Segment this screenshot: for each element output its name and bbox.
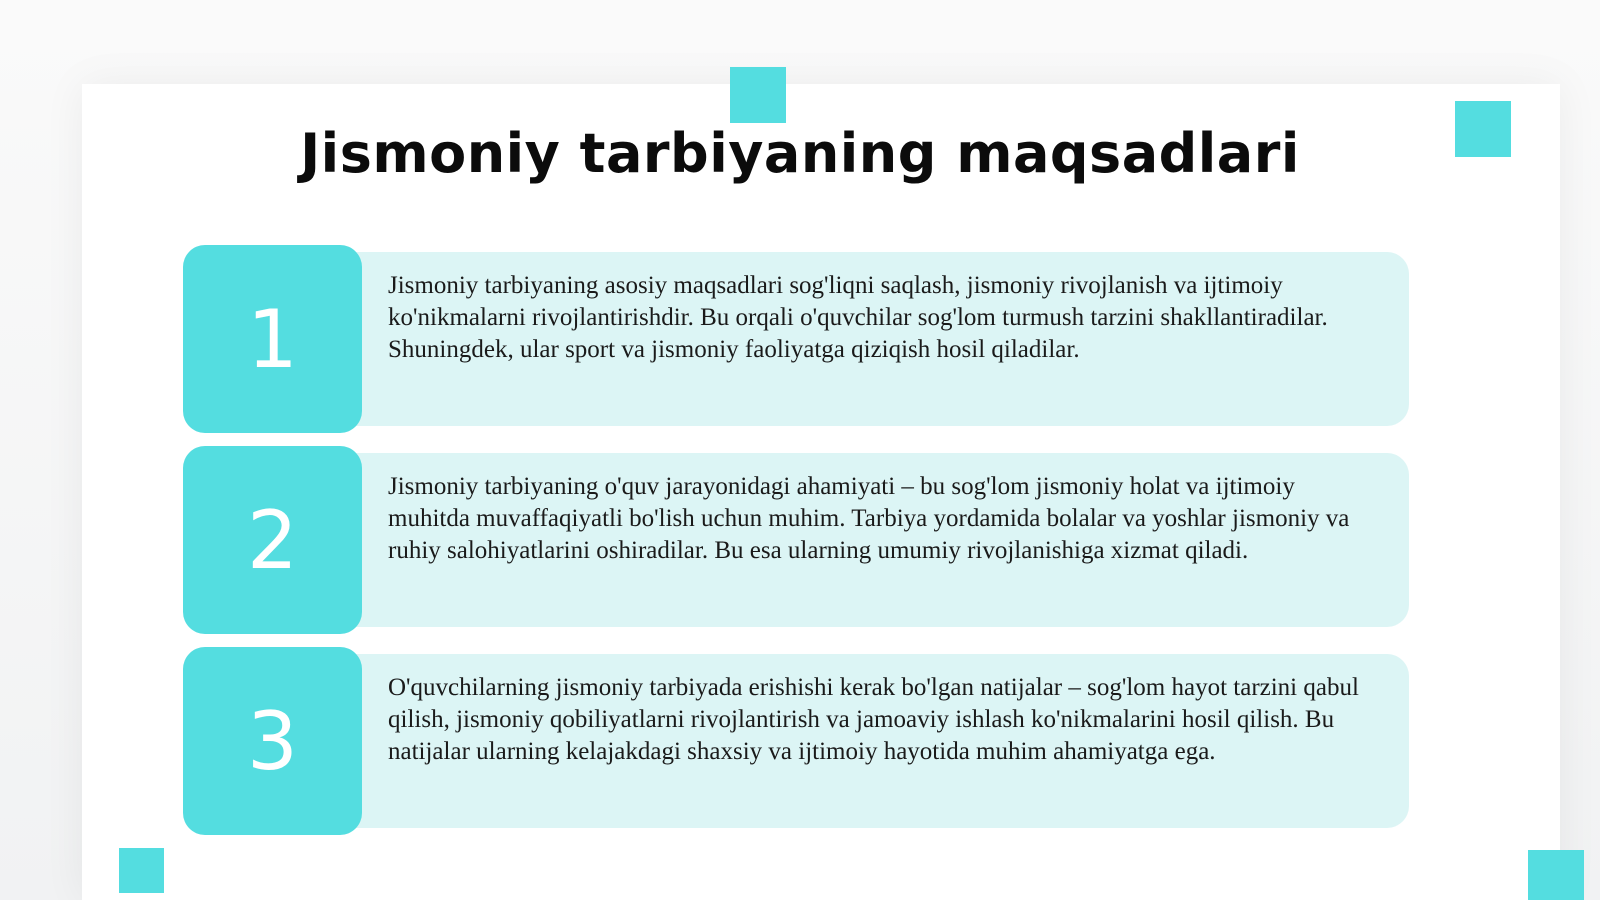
goal-item-text: Jismoniy tarbiyaning o'quv jarayonidagi ahamiyati – bu sog'lom jismoniy holat va ijtimoiy muhitda muvaffaqiyatli bo'lish uchun muhim. Tarbiya yordamida bolalar va yoshlar jismoniy va ruhiy salohiyatlarini oshiradilar. Bu esa ularning umumiy rivojlanishiga xizmat qiladi. <box>388 473 1350 564</box>
goal-item-1 <box>183 245 1409 433</box>
goal-item-text: O'quvchilarning jismoniy tarbiyada erishishi kerak bo'lgan natijalar – sog'lom hayot tarzini qabul qilish, jismoniy qobiliyatlarni rivojlantirish va jamoaviy ishlash ko'nikmalarini hosil qilish. Bu natijalar ularning kelajakdagi shaxsiy va ijtimoiy hayotida muhim ahamiyatga ega. <box>388 674 1359 765</box>
decorative-square-bottom-left <box>119 848 164 893</box>
goal-number-badge: 2 <box>183 446 362 634</box>
slide-title: Jismoniy tarbiyaning maqsadlari <box>300 122 1300 185</box>
decorative-square-top <box>730 67 786 123</box>
goal-item-text: Jismoniy tarbiyaning asosiy maqsadlari sog'liqni saqlash, jismoniy rivojlanish va ijtimoiy ko'nikmalarni rivojlantirishdir. Bu orqali o'quvchilar sog'lom turmush tarzini shakllantiradilar. Shuningdek, ular sport va jismoniy faoliyatga qiziqish hosil qiladilar. <box>388 272 1328 363</box>
goal-number-badge: 1 <box>183 245 362 433</box>
goal-item-2 <box>183 446 1409 634</box>
goal-item-3 <box>183 647 1409 835</box>
decorative-square-bottom-right <box>1528 850 1584 900</box>
goal-number-badge: 3 <box>183 647 362 835</box>
